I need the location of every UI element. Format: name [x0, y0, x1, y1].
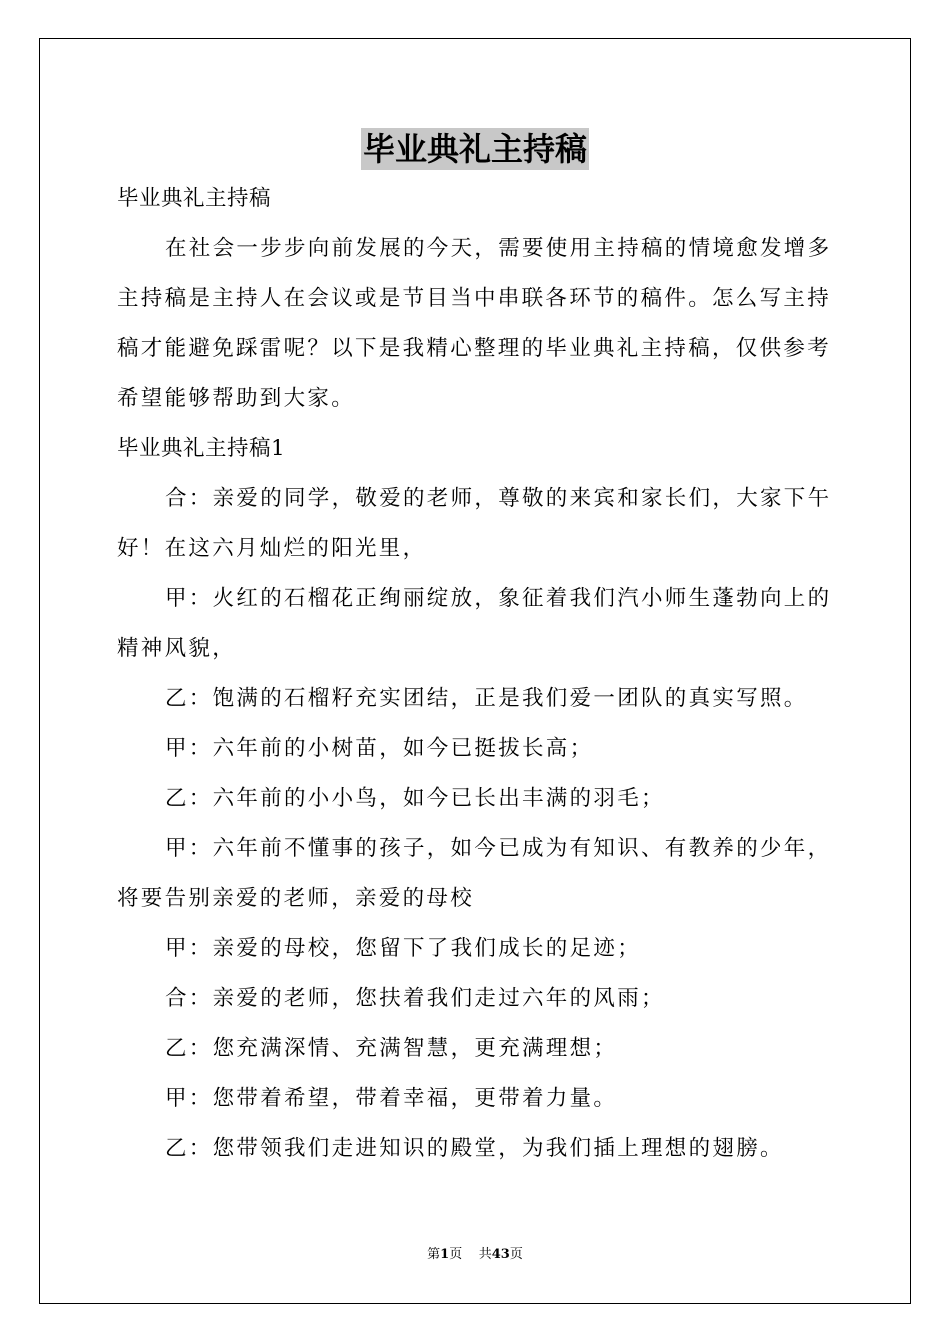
footer-page-word: 页 — [449, 1247, 463, 1262]
footer-total-pages: 43 — [491, 1247, 510, 1262]
paragraph-line: 甲：六年前的小树苗，如今已挺拔长高； — [165, 736, 594, 761]
document-body — [117, 174, 833, 1174]
paragraph-line: 甲：您带着希望，带着幸福，更带着力量。 — [165, 1086, 618, 1111]
footer-total-prefix: 共 — [478, 1247, 492, 1262]
paragraph-line: 精神风貌， — [117, 636, 237, 661]
paragraph-line: 乙：您带领我们走进知识的殿堂，为我们插上理想的翅膀。 — [165, 1136, 784, 1161]
footer-prefix: 第 — [427, 1247, 441, 1262]
title-container — [0, 128, 950, 170]
paragraph-line: 甲：六年前不懂事的孩子，如今已成为有知识、有教养的少年， — [165, 836, 832, 861]
section-heading: 毕业典礼主持稿 — [117, 186, 272, 211]
paragraph-line: 主持稿是主持人在会议或是节目当中串联各环节的稿件。怎么写主持 — [117, 286, 832, 311]
footer-current-page: 1 — [440, 1247, 450, 1262]
paragraph-line: 乙：饱满的石榴籽充实团结，正是我们爱一团队的真实写照。 — [165, 686, 808, 711]
paragraph-line: 甲：亲爱的母校，您留下了我们成长的足迹； — [165, 936, 642, 961]
footer-total-suffix: 页 — [509, 1247, 523, 1262]
paragraph-line: 合：亲爱的同学，敬爱的老师，尊敬的来宾和家长们，大家下午 — [165, 486, 832, 511]
paragraph-line: 在社会一步步向前发展的今天，需要使用主持稿的情境愈发增多 — [165, 236, 832, 261]
document-title: 毕业典礼主持稿 — [362, 130, 587, 168]
paragraph-line: 合：亲爱的老师，您扶着我们走过六年的风雨； — [165, 986, 665, 1011]
page-footer — [0, 1246, 950, 1264]
paragraph-line: 乙：您充满深情、充满智慧，更充满理想； — [165, 1036, 618, 1061]
paragraph-line: 好！在这六月灿烂的阳光里， — [117, 536, 427, 561]
paragraph-line: 乙：六年前的小小鸟，如今已长出丰满的羽毛； — [165, 786, 665, 811]
section-heading: 毕业典礼主持稿1 — [117, 436, 286, 461]
paragraph-line: 稿才能避免踩雷呢？以下是我精心整理的毕业典礼主持稿，仅供参考 — [117, 336, 832, 361]
paragraph-line: 甲：火红的石榴花正绚丽绽放，象征着我们汽小师生蓬勃向上的 — [165, 586, 832, 611]
paragraph-line: 希望能够帮助到大家。 — [117, 386, 356, 411]
paragraph-line: 将要告别亲爱的老师，亲爱的母校 — [117, 886, 475, 911]
